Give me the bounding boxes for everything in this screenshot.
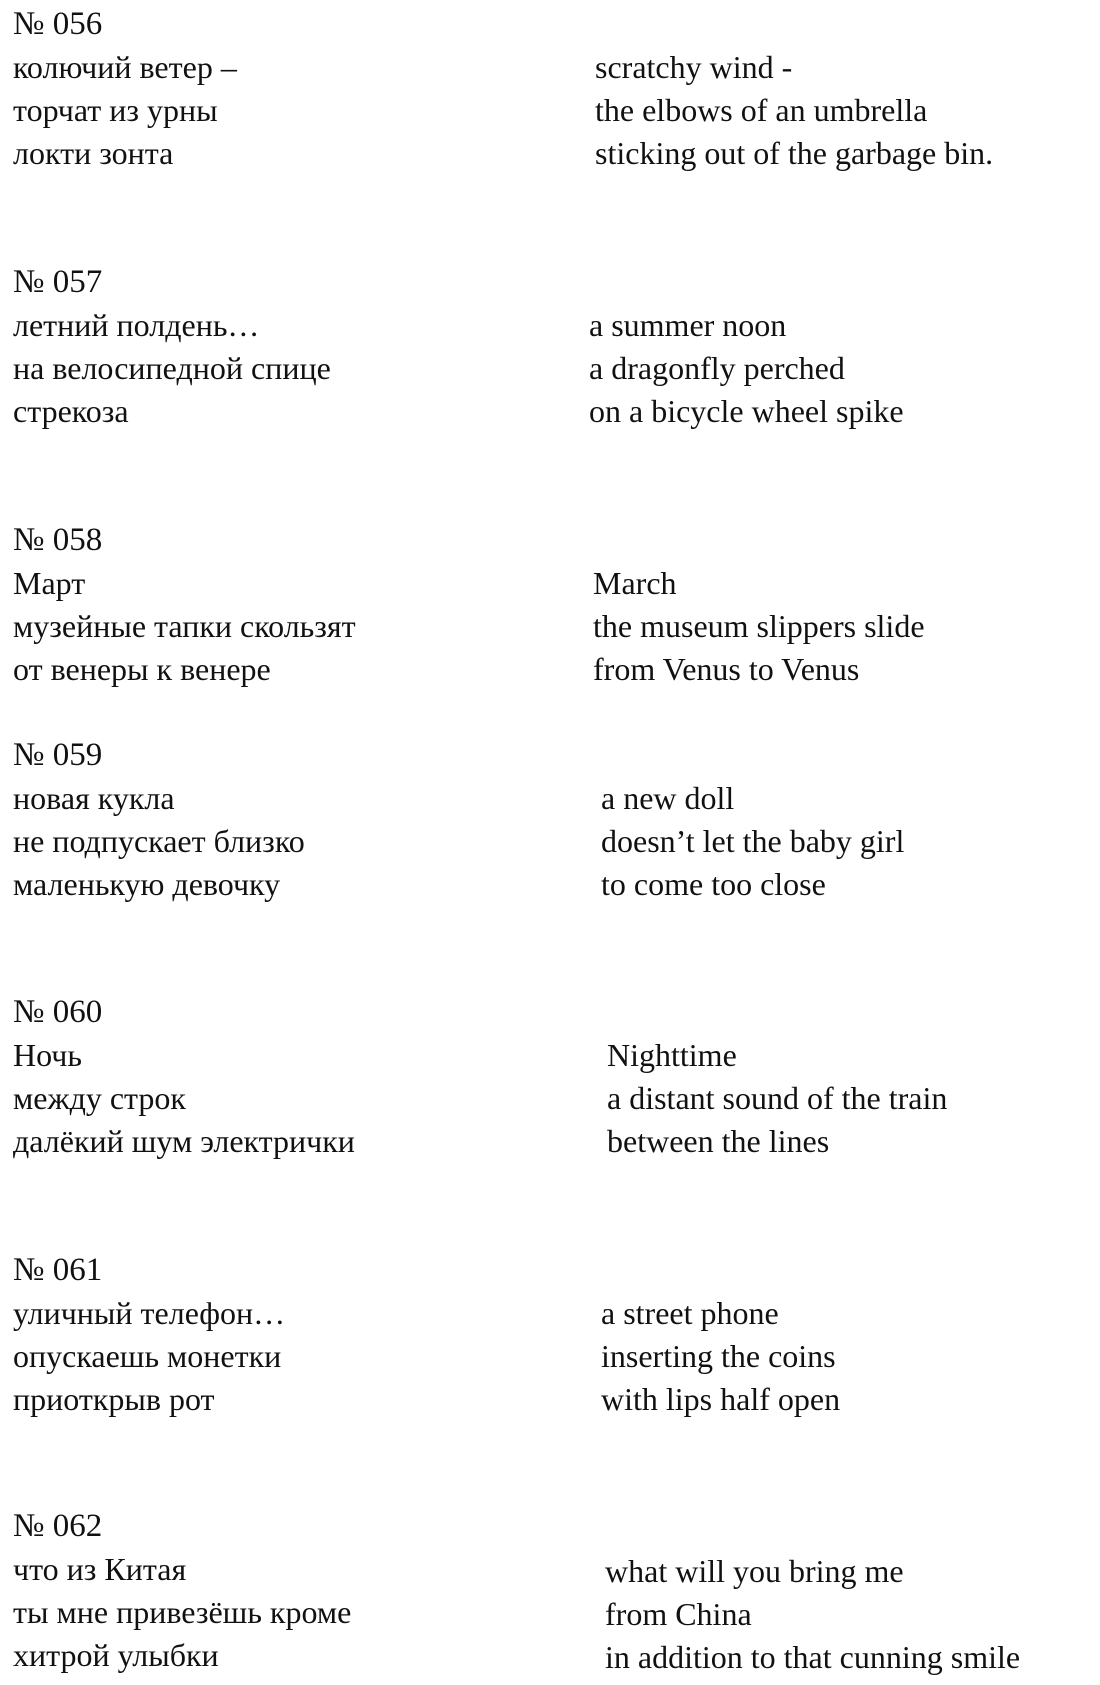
english-line: a new doll [601,780,735,816]
english-translation [601,777,904,906]
english-line: inserting the coins [601,1338,836,1374]
russian-line: Ночь [13,1037,82,1073]
english-translation [589,304,904,433]
russian-text [13,46,237,175]
english-line: with lips half open [601,1381,841,1417]
poem-062 [0,1505,1100,1675]
russian-line: торчат из урны [13,92,218,128]
russian-line: на велосипедной спице [13,350,331,386]
english-line: March [593,565,677,601]
english-line: between the lines [607,1123,830,1159]
russian-line: хитрой улыбки [13,1637,219,1673]
english-line: a street phone [601,1295,779,1331]
english-translation [605,1550,1020,1679]
english-translation [593,562,925,691]
poem-number: № 058 [13,522,103,558]
poem-058 [0,519,1100,689]
russian-line: что из Китая [13,1551,187,1587]
english-line: the elbows of an umbrella [595,92,928,128]
russian-line: далёкий шум электрички [13,1123,355,1159]
english-line: from China [605,1596,752,1632]
russian-text [13,777,305,906]
russian-line: летний полдень… [13,307,260,343]
english-line: scratchy wind - [595,49,793,85]
english-translation [595,46,993,175]
russian-line: колючий ветер – [13,49,237,85]
english-line: Nighttime [607,1037,737,1073]
russian-line: от венеры к венере [13,651,271,687]
russian-line: стрекоза [13,393,129,429]
poem-056 [0,3,1100,173]
poem-number: № 057 [13,264,103,300]
russian-line: маленькую девочку [13,866,281,902]
russian-line: уличный телефон… [13,1295,286,1331]
english-line: a dragonfly perched [589,350,845,386]
english-line: sticking out of the garbage bin. [595,135,994,171]
russian-line: музейные тапки скользят [13,608,356,644]
english-translation [601,1292,840,1421]
russian-text [13,1292,285,1421]
russian-text [13,562,356,691]
english-line: a summer noon [589,307,787,343]
english-line: the museum slippers slide [593,608,925,644]
russian-line: локти зонта [13,135,174,171]
russian-text [13,1548,351,1677]
poem-number: № 056 [13,6,103,42]
english-line: in addition to that cunning smile [605,1639,1021,1675]
poem-number: № 060 [13,994,103,1030]
poem-number: № 062 [13,1508,103,1544]
poem-061 [0,1249,1100,1419]
poem-number: № 059 [13,737,103,773]
russian-line: Март [13,565,86,601]
english-line: doesn’t let the baby girl [601,823,905,859]
english-line: from Venus to Venus [593,651,860,687]
english-translation [607,1034,947,1163]
russian-line: приоткрыв рот [13,1381,215,1417]
english-line: to come too close [601,866,826,902]
russian-line: опускаешь монетки [13,1338,282,1374]
russian-line: ты мне привезёшь кроме [13,1594,352,1630]
poem-059 [0,734,1100,904]
russian-text [13,1034,355,1163]
english-line: what will you bring me [605,1553,904,1589]
russian-line: новая кукла [13,780,175,816]
english-line: a distant sound of the train [607,1080,948,1116]
poem-060 [0,991,1100,1161]
russian-line: не подпускает близко [13,823,305,859]
poem-number: № 061 [13,1252,103,1288]
english-line: on a bicycle wheel spike [589,393,904,429]
russian-text [13,304,331,433]
poem-057 [0,261,1100,431]
russian-line: между строк [13,1080,186,1116]
